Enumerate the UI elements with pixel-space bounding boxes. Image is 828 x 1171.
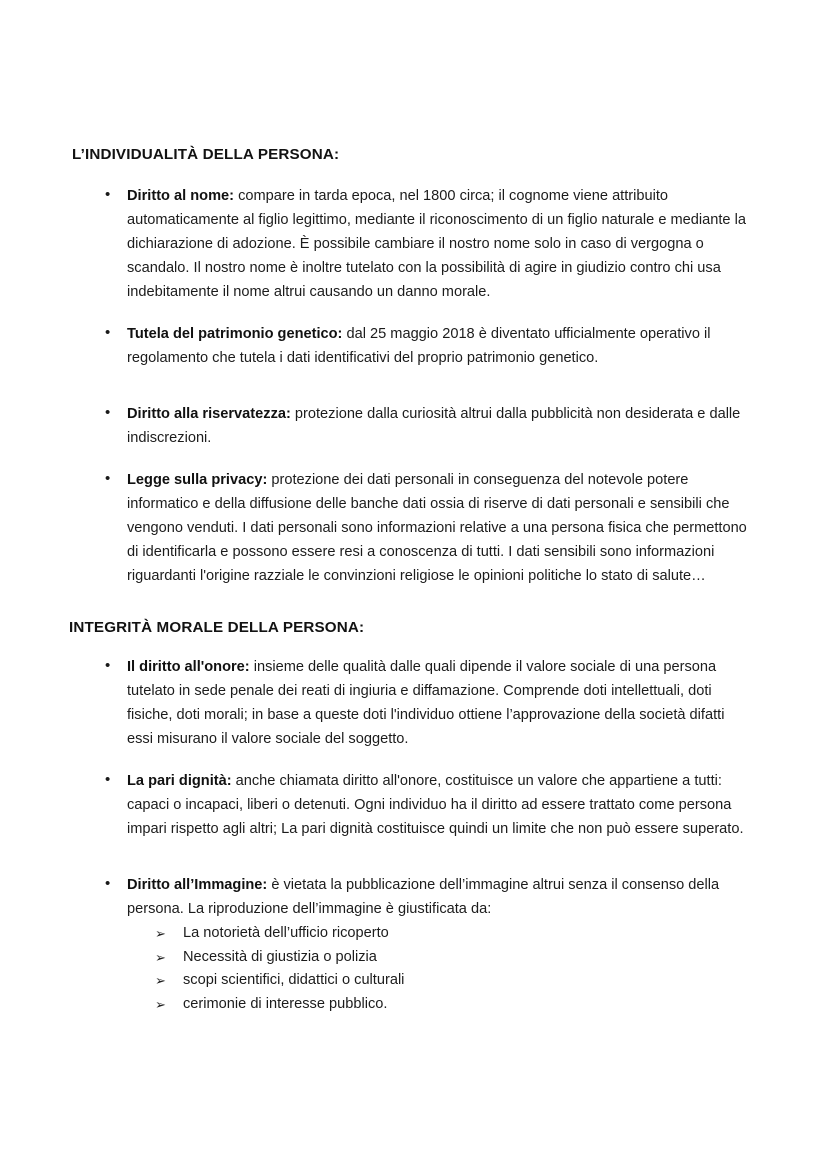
list-item bbox=[72, 402, 752, 450]
sub-list-item: ➢ cerimonie di interesse pubblico. bbox=[155, 993, 752, 1017]
document-body bbox=[69, 145, 752, 1016]
list-item-lead: Tutela del patrimonio genetico: bbox=[127, 326, 343, 342]
list-item-lead: Diritto alla riservatezza: bbox=[127, 406, 291, 422]
list-item bbox=[72, 873, 752, 1016]
sub-list-item: ➢ scopi scientifici, didattici o culturali bbox=[155, 969, 752, 993]
sub-list-item: ➢ Necessità di giustizia o polizia bbox=[155, 946, 752, 970]
list-item-text: protezione dalla curiosità altrui dalla pubblicità non desiderata e dalle indiscrezioni. bbox=[127, 406, 741, 446]
bullet-list-individualita bbox=[72, 184, 752, 588]
list-item-lead: Il diritto all'onore: bbox=[127, 659, 250, 675]
list-item bbox=[72, 322, 752, 370]
list-item-lead: Legge sulla privacy: bbox=[127, 472, 268, 488]
list-item bbox=[72, 769, 752, 841]
list-item-lead: Diritto all’Immagine: bbox=[127, 877, 268, 893]
list-item-text: è vietata la pubblicazione dell’immagine altrui senza il consenso della persona. La riproduzione dell’immagine è giustificata da: bbox=[127, 877, 720, 917]
list-item-text: protezione dei dati personali in conseguenza del notevole potere informatico e della diffusione delle banche dati ossia di riserve di dati personali e sensibili che vengono venduti. I dati personali sono informazioni relative a una persona fisica che permettono di identificarla e possono essere resi a conoscenza di tutti. I dati sensibili sono informazioni riguardanti l'origine razziale le convinzioni religiose le opinioni politiche lo stato di salute… bbox=[127, 472, 747, 584]
list-item-text: dal 25 maggio 2018 è diventato ufficialmente operativo il regolamento che tutela i dati identificativi del proprio patrimonio genetico. bbox=[127, 326, 711, 366]
section-heading-individualita: L’INDIVIDUALITÀ DELLA PERSONA: bbox=[72, 146, 340, 163]
list-item-text: anche chiamata diritto all'onore, costituisce un valore che appartiene a tutti: capaci o incapaci, liberi o detenuti. Ogni individuo ha il diritto ad essere trattato come persona impari rispetto agli altri; La pari dignità costituisce quindi un limite che non può essere superato. bbox=[127, 773, 744, 837]
bullet-list-integrita-morale bbox=[72, 655, 752, 1016]
sub-list-immagine bbox=[155, 922, 752, 1016]
list-item-text: compare in tarda epoca, nel 1800 circa; il cognome viene attribuito automaticamente al figlio legittimo, mediante il riconoscimento di un figlio naturale e mediante la dichiarazione di adozione. È possibile cambiare il nostro nome solo in caso di vergogna o scandalo. Il nostro nome è inoltre tutelato con la possibilità di agire in giudizio contro chi usa indebitamente il nome altrui causando un danno morale. bbox=[127, 188, 746, 300]
list-item bbox=[72, 655, 752, 751]
list-item-lead: La pari dignità: bbox=[127, 773, 232, 789]
sub-list-item: ➢ La notorietà dell’ufficio ricoperto bbox=[155, 922, 752, 946]
list-item-lead: Diritto al nome: bbox=[127, 188, 235, 204]
sub-list-wrapper bbox=[155, 922, 752, 1016]
list-item bbox=[72, 468, 752, 588]
section-heading-integrita-morale: INTEGRITÀ MORALE DELLA PERSONA: bbox=[69, 619, 365, 636]
list-item-text: insieme delle qualità dalle quali dipende il valore sociale di una persona tutelato in sede penale dei reati di ingiuria e diffamazione. Comprende doti intellettuali, doti fisiche, doti morali; in base a queste doti l'individuo ottiene l’approvazione della società difatti essi misurano il valore sociale del soggetto. bbox=[127, 659, 725, 747]
list-item bbox=[72, 184, 752, 304]
